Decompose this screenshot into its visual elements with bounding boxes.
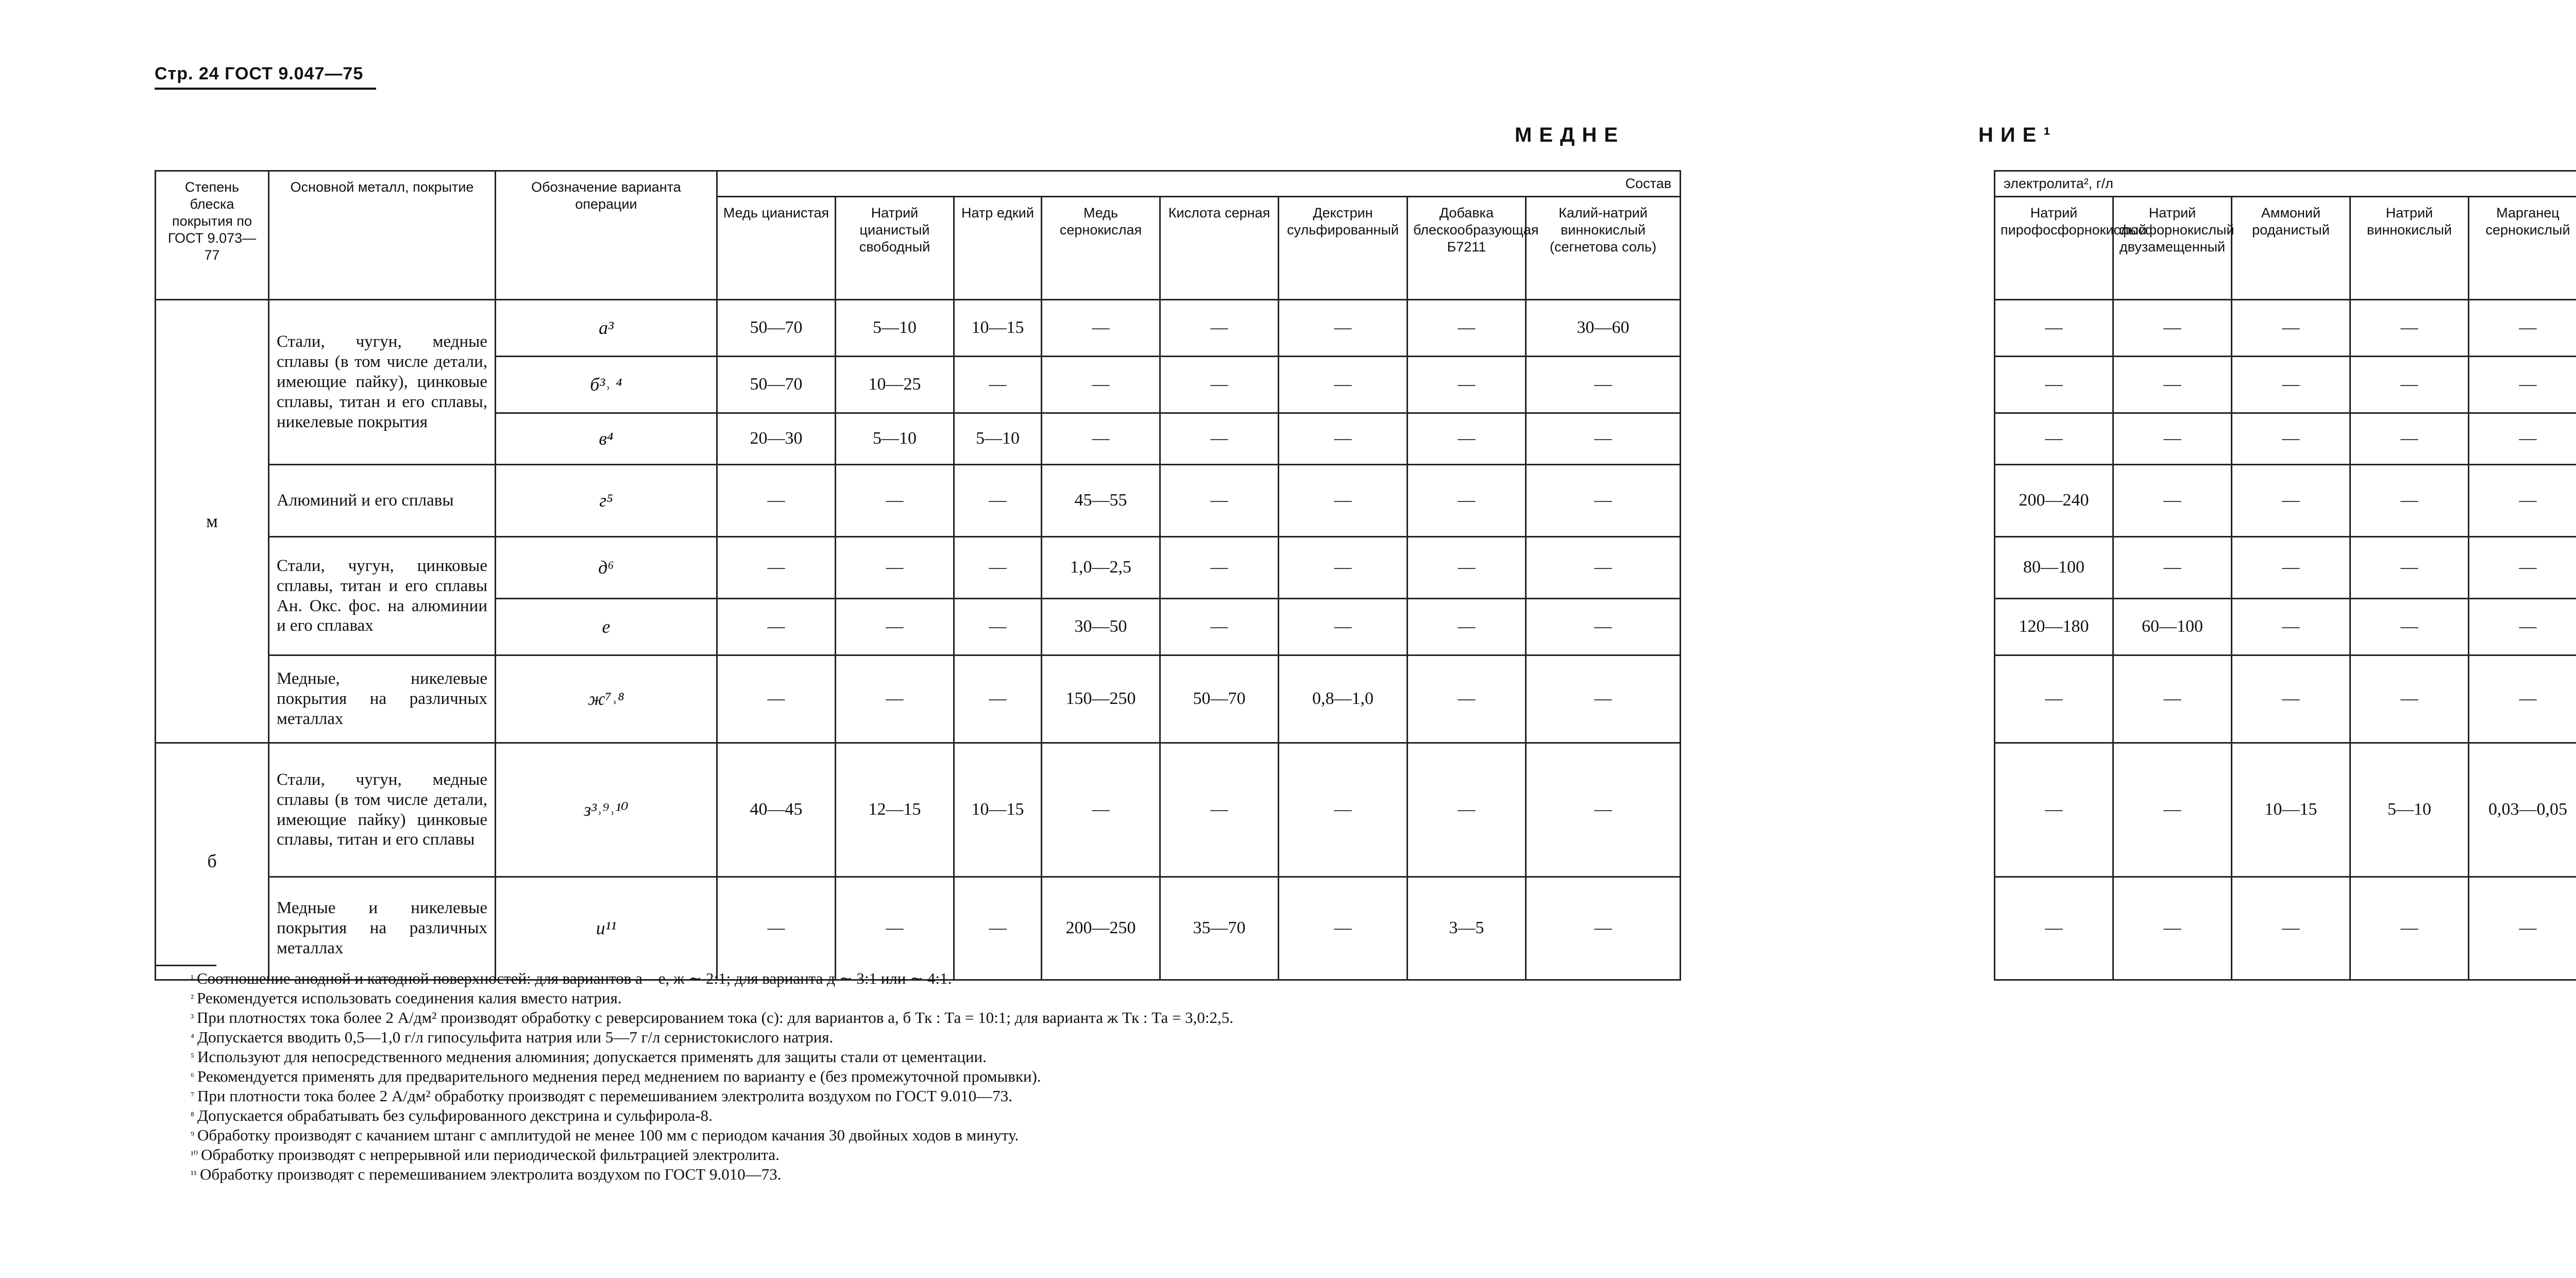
col-header-operation: Обозначение варианта операции bbox=[496, 171, 717, 300]
table-cell: 30—50 bbox=[1042, 599, 1160, 655]
table-cell: 50—70 bbox=[717, 300, 836, 357]
table-cell: 10—25 bbox=[836, 357, 954, 413]
table-cell: 120—180 bbox=[1995, 599, 2113, 655]
operation-variant: д⁶ bbox=[496, 537, 717, 599]
table-cell: — bbox=[1526, 465, 1681, 537]
table-row bbox=[156, 537, 1681, 599]
table-cell: — bbox=[1279, 877, 1408, 980]
table-cell: — bbox=[2350, 537, 2469, 599]
section-title-left: МЕДНЕ bbox=[1515, 124, 1625, 146]
operation-variant: и¹¹ bbox=[496, 877, 717, 980]
footnotes bbox=[191, 969, 1233, 1184]
col-header-sodium-phosphate: Натрий фосфорнокислый двузамещенный bbox=[2113, 197, 2232, 300]
table-cell: 60—100 bbox=[2113, 599, 2232, 655]
base-metal-cell: Стали, чугун, медные сплавы (в том числе детали, имеющие пайку) цинковые сплавы, титан и его сплавы bbox=[269, 743, 496, 877]
table-cell: — bbox=[2232, 877, 2350, 980]
table-cell: — bbox=[2113, 537, 2232, 599]
table-cell: — bbox=[2113, 877, 2232, 980]
table-cell: — bbox=[1042, 357, 1160, 413]
table-cell: — bbox=[1279, 537, 1408, 599]
section-title-right: НИЕ¹ bbox=[1978, 124, 2058, 146]
col-header-sodium-tartrate: Натрий виннокислый bbox=[2350, 197, 2469, 300]
table-cell: — bbox=[1526, 599, 1681, 655]
table-cell: 5—10 bbox=[836, 413, 954, 465]
table-cell: — bbox=[1160, 300, 1279, 357]
footnote-item bbox=[191, 988, 1233, 1008]
footnote-text: Допускается обрабатывать без сульфированного декстрина и сульфирола-8. bbox=[197, 1106, 713, 1124]
table-cell: 30—60 bbox=[1526, 300, 1681, 357]
footnote-item bbox=[191, 1106, 1233, 1125]
table-cell: — bbox=[2232, 599, 2350, 655]
table-cell: — bbox=[2113, 743, 2232, 877]
table-cell: — bbox=[1526, 357, 1681, 413]
operation-variant: б³˒ ⁴ bbox=[496, 357, 717, 413]
table-row bbox=[156, 655, 1681, 743]
footnote-item bbox=[191, 1145, 1233, 1165]
table-cell: — bbox=[2469, 599, 2576, 655]
table-cell: — bbox=[1408, 413, 1526, 465]
gloss-group-m: м bbox=[156, 300, 269, 743]
table-cell: — bbox=[1279, 357, 1408, 413]
table-cell: — bbox=[2350, 357, 2469, 413]
footnote-text: Рекомендуется использовать соединения калия вместо натрия. bbox=[197, 989, 622, 1007]
base-metal-cell: Стали, чугун, медные сплавы (в том числе детали, имеющие пайку), цинковые сплавы, титан и его сплавы, никелевые покрытия bbox=[269, 300, 496, 465]
operation-variant: ж⁷˒⁸ bbox=[496, 655, 717, 743]
header-rule-left bbox=[155, 88, 376, 90]
table-cell: — bbox=[1995, 743, 2113, 877]
table-cell: — bbox=[717, 599, 836, 655]
table-cell: — bbox=[1279, 465, 1408, 537]
footnote-text: Обработку производят с непрерывной или периодической фильтрацией электролита. bbox=[201, 1146, 779, 1164]
table-cell: 10—15 bbox=[2232, 743, 2350, 877]
table-row bbox=[156, 465, 1681, 537]
col-header-gloss: Степень блеска покрытия по ГОСТ 9.073—77 bbox=[156, 171, 269, 300]
table-row bbox=[1995, 877, 2576, 980]
table-cell: — bbox=[2350, 465, 2469, 537]
table-cell: — bbox=[1995, 877, 2113, 980]
table-cell: — bbox=[2469, 300, 2576, 357]
table-row bbox=[1995, 465, 2576, 537]
footnote-text: Используют для непосредственного меднения алюминия; допускается применять для защиты стали от цементации. bbox=[197, 1048, 987, 1066]
table-cell: — bbox=[1279, 300, 1408, 357]
table-cell: — bbox=[954, 655, 1042, 743]
table-cell: 40—45 bbox=[717, 743, 836, 877]
col-header-copper-cyanide: Медь цианистая bbox=[717, 197, 836, 300]
table-cell: — bbox=[717, 655, 836, 743]
table-row bbox=[1995, 655, 2576, 743]
table-cell: — bbox=[2469, 877, 2576, 980]
table-cell: — bbox=[2232, 413, 2350, 465]
table-cell: — bbox=[836, 599, 954, 655]
table-cell: — bbox=[2232, 465, 2350, 537]
table-cell: — bbox=[2232, 537, 2350, 599]
table-cell: — bbox=[1160, 743, 1279, 877]
footnote-text: Рекомендуется применять для предварительного меднения перед меднением по варианту е (без промежуточной промывки). bbox=[197, 1067, 1041, 1085]
footnote-text: При плотности тока более 2 А/дм² обработку производят с перемешиванием электролита воздухом по ГОСТ 9.010—73. bbox=[197, 1087, 1013, 1105]
table-cell: — bbox=[1408, 300, 1526, 357]
table-cell: 12—15 bbox=[836, 743, 954, 877]
table-cell: — bbox=[2113, 300, 2232, 357]
table-cell: — bbox=[2232, 655, 2350, 743]
footnote-item bbox=[191, 969, 1233, 988]
table-cell: — bbox=[1279, 413, 1408, 465]
footnote-text: При плотностях тока более 2 А/дм² производят обработку с реверсированием тока (с): для вариантов а, б Тк : Та = 10:1; для варианта ж Тк : Та = 3,0:2,5. bbox=[197, 1008, 1234, 1027]
footnote-number: ⁹ bbox=[191, 1130, 194, 1141]
table-cell: 10—15 bbox=[954, 743, 1042, 877]
table-cell: 50—70 bbox=[717, 357, 836, 413]
table-cell: 0,03—0,05 bbox=[2469, 743, 2576, 877]
table-row bbox=[1995, 357, 2576, 413]
table-cell: — bbox=[1408, 655, 1526, 743]
table-row bbox=[1995, 537, 2576, 599]
footnote-rule bbox=[155, 965, 216, 966]
operation-variant: в⁴ bbox=[496, 413, 717, 465]
col-header-copper-sulfate: Медь сернокислая bbox=[1042, 197, 1160, 300]
table-cell: — bbox=[836, 537, 954, 599]
table-cell: — bbox=[2469, 465, 2576, 537]
operation-variant: г⁵ bbox=[496, 465, 717, 537]
footnote-item bbox=[191, 1028, 1233, 1047]
table-cell: — bbox=[1995, 655, 2113, 743]
table-cell: — bbox=[2469, 537, 2576, 599]
table-cell: — bbox=[954, 357, 1042, 413]
group-header-electrolyte: электролита², г/л bbox=[1995, 171, 2576, 197]
footnote-item bbox=[191, 1125, 1233, 1145]
table-cell: 200—250 bbox=[1042, 877, 1160, 980]
table-cell: 80—100 bbox=[1995, 537, 2113, 599]
table-row bbox=[156, 300, 1681, 357]
page-header-left: Стр. 24 ГОСТ 9.047—75 bbox=[155, 64, 364, 83]
table-cell: — bbox=[1995, 300, 2113, 357]
table-cell: — bbox=[1160, 465, 1279, 537]
footnote-number: ⁵ bbox=[191, 1051, 194, 1063]
footnote-number: ⁴ bbox=[191, 1032, 194, 1043]
table-cell: 200—240 bbox=[1995, 465, 2113, 537]
table-cell: 20—30 bbox=[717, 413, 836, 465]
table-cell: — bbox=[1526, 413, 1681, 465]
table-cell: — bbox=[2350, 413, 2469, 465]
table-cell: 10—15 bbox=[954, 300, 1042, 357]
table-row bbox=[1995, 300, 2576, 357]
base-metal-cell: Медные, никелевые покрытия на различных металлах bbox=[269, 655, 496, 743]
table-cell: — bbox=[1160, 357, 1279, 413]
footnote-item bbox=[191, 1067, 1233, 1086]
table-cell: — bbox=[1526, 743, 1681, 877]
table-cell: — bbox=[1042, 300, 1160, 357]
footnote-text: Обработку производят с перемешиванием электролита воздухом по ГОСТ 9.010—73. bbox=[200, 1165, 782, 1183]
col-header-brightener: Добавка блескообразующая Б7211 bbox=[1408, 197, 1526, 300]
footnote-text: Соотношение анодной и катодной поверхностей: для вариантов а—е, ж ∼ 2:1; для варианта д ∼ 3:1 или ∼ 4:1. bbox=[197, 969, 952, 987]
footnote-number: ³ bbox=[191, 1012, 194, 1023]
operation-variant: а³ bbox=[496, 300, 717, 357]
table-cell: — bbox=[1408, 357, 1526, 413]
table-row bbox=[1995, 743, 2576, 877]
base-metal-cell: Стали, чугун, цинковые сплавы, титан и его сплавы Ан. Окс. фос. на алюминии и его сплавах bbox=[269, 537, 496, 655]
table-cell: — bbox=[2113, 465, 2232, 537]
footnote-item bbox=[191, 1047, 1233, 1067]
table-cell: — bbox=[2113, 413, 2232, 465]
table-cell: — bbox=[836, 655, 954, 743]
table-cell: — bbox=[1526, 655, 1681, 743]
footnote-number: ¹¹ bbox=[191, 1169, 197, 1180]
footnote-item bbox=[191, 1086, 1233, 1106]
col-header-sodium-cyanide: Натрий цианистый свободный bbox=[836, 197, 954, 300]
footnote-text: Обработку производят с качанием штанг с амплитудой не менее 100 мм с периодом качания 30 двойных ходов в минуту. bbox=[197, 1126, 1019, 1144]
table-cell: — bbox=[1408, 743, 1526, 877]
col-header-manganese-sulfate: Марганец сернокислый bbox=[2469, 197, 2576, 300]
table-cell: — bbox=[2113, 655, 2232, 743]
electrolyte-composition-table-left bbox=[155, 170, 1681, 981]
col-header-ammonium-thiocyanate: Аммоний роданистый bbox=[2232, 197, 2350, 300]
table-cell: — bbox=[1526, 537, 1681, 599]
table-row bbox=[1995, 413, 2576, 465]
table-cell: — bbox=[954, 537, 1042, 599]
col-header-sulfuric-acid: Кислота серная bbox=[1160, 197, 1279, 300]
table-row bbox=[1995, 599, 2576, 655]
table-cell: — bbox=[836, 465, 954, 537]
operation-variant: з³˒⁹˒¹⁰ bbox=[496, 743, 717, 877]
table-cell: 150—250 bbox=[1042, 655, 1160, 743]
table-cell: 45—55 bbox=[1042, 465, 1160, 537]
table-cell: — bbox=[2350, 599, 2469, 655]
table-cell: — bbox=[954, 877, 1042, 980]
operation-variant: е bbox=[496, 599, 717, 655]
table-cell: — bbox=[1160, 599, 1279, 655]
footnote-number: ¹⁰ bbox=[191, 1149, 198, 1161]
table-cell: 35—70 bbox=[1160, 877, 1279, 980]
table-cell: 50—70 bbox=[1160, 655, 1279, 743]
table-cell: — bbox=[2350, 300, 2469, 357]
table-cell: — bbox=[836, 877, 954, 980]
table-cell: — bbox=[2469, 413, 2576, 465]
table-cell: 5—10 bbox=[836, 300, 954, 357]
footnote-number: ¹ bbox=[191, 973, 194, 984]
footnote-text: Допускается вводить 0,5—1,0 г/л гипосульфита натрия или 5—7 г/л сернистокислого натрия. bbox=[197, 1028, 834, 1046]
table-cell: — bbox=[954, 465, 1042, 537]
table-cell: 0,8—1,0 bbox=[1279, 655, 1408, 743]
table-cell: — bbox=[1160, 537, 1279, 599]
table-cell: — bbox=[954, 599, 1042, 655]
table-cell: 1,0—2,5 bbox=[1042, 537, 1160, 599]
table-cell: — bbox=[1526, 877, 1681, 980]
electrolyte-composition-table-right bbox=[1994, 170, 2576, 981]
footnote-item bbox=[191, 1165, 1233, 1184]
table-cell: — bbox=[1160, 413, 1279, 465]
table-cell: 5—10 bbox=[954, 413, 1042, 465]
table-cell: — bbox=[2232, 300, 2350, 357]
footnote-number: ⁶ bbox=[191, 1071, 194, 1082]
table-cell: — bbox=[1408, 465, 1526, 537]
group-header-composition: Состав bbox=[717, 171, 1681, 197]
table-cell: 3—5 bbox=[1408, 877, 1526, 980]
col-header-rochelle-salt: Калий-натрий виннокислый (сегнетова соль) bbox=[1526, 197, 1681, 300]
table-cell: — bbox=[717, 877, 836, 980]
table-cell: — bbox=[717, 465, 836, 537]
col-header-caustic-soda: Натр едкий bbox=[954, 197, 1042, 300]
table-row bbox=[156, 877, 1681, 980]
table-cell: — bbox=[1042, 413, 1160, 465]
table-cell: — bbox=[2350, 877, 2469, 980]
table-cell: — bbox=[2232, 357, 2350, 413]
footnote-item bbox=[191, 1008, 1233, 1028]
table-cell: — bbox=[2469, 357, 2576, 413]
col-header-dextrin: Декстрин сульфированный bbox=[1279, 197, 1408, 300]
table-row bbox=[156, 743, 1681, 877]
col-header-sodium-pyrophosphate: Натрий пирофосфорнокислый bbox=[1995, 197, 2113, 300]
gloss-group-b: б bbox=[156, 743, 269, 980]
table-cell: — bbox=[2113, 357, 2232, 413]
base-metal-cell: Алюминий и его сплавы bbox=[269, 465, 496, 537]
col-header-base-metal: Основной металл, покрытие bbox=[269, 171, 496, 300]
table-cell: — bbox=[1995, 413, 2113, 465]
table-cell: 5—10 bbox=[2350, 743, 2469, 877]
table-cell: — bbox=[1042, 743, 1160, 877]
table-cell: — bbox=[1279, 743, 1408, 877]
footnote-number: ⁷ bbox=[191, 1090, 194, 1102]
table-cell: — bbox=[1408, 599, 1526, 655]
footnote-number: ⁸ bbox=[191, 1110, 194, 1121]
table-cell: — bbox=[2350, 655, 2469, 743]
table-cell: — bbox=[2469, 655, 2576, 743]
table-cell: — bbox=[1279, 599, 1408, 655]
table-cell: — bbox=[717, 537, 836, 599]
table-cell: — bbox=[1408, 537, 1526, 599]
footnote-number: ² bbox=[191, 993, 194, 1004]
base-metal-cell: Медные и никелевые покрытия на различных металлах bbox=[269, 877, 496, 980]
table-cell: — bbox=[1995, 357, 2113, 413]
